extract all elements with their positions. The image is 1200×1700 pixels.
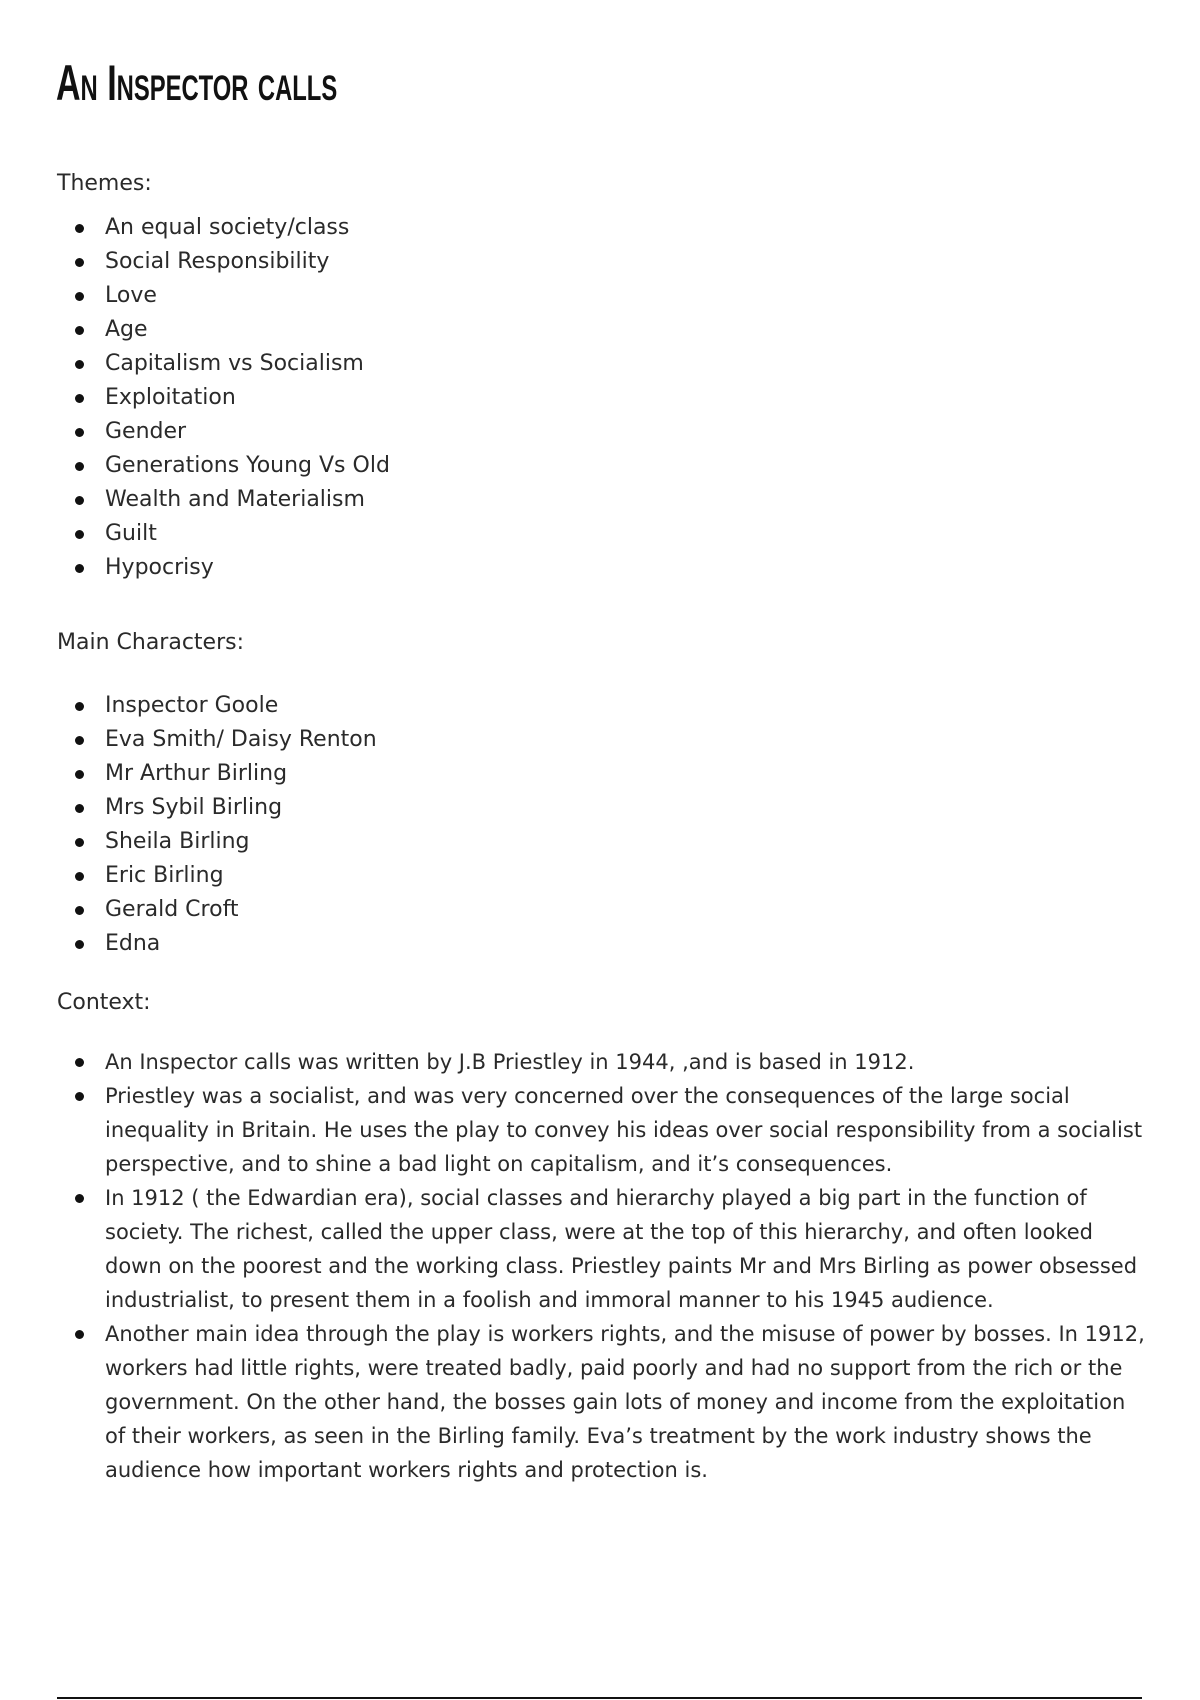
themes-heading: Themes: (57, 171, 152, 196)
bullet-icon (75, 360, 84, 369)
context-heading: Context: (57, 990, 151, 1015)
list-item (0, 449, 390, 483)
bullet-icon (75, 1194, 84, 1203)
bullet-icon (75, 564, 84, 573)
list-item-text: An equal society/class (105, 215, 350, 240)
list-item-text: Age (105, 317, 148, 342)
bullet-icon (75, 770, 84, 779)
list-item (0, 825, 377, 859)
bullet-icon (75, 804, 84, 813)
bullet-icon (75, 428, 84, 437)
bullet-icon (75, 940, 84, 949)
characters-list (0, 689, 377, 961)
characters-heading: Main Characters: (57, 630, 244, 655)
document-title: An Inspector calls (56, 55, 338, 111)
bullet-icon (75, 1092, 84, 1101)
list-item (0, 347, 390, 381)
bullet-icon (75, 292, 84, 301)
bullet-icon (75, 906, 84, 915)
list-item-text: Mrs Sybil Birling (105, 795, 283, 820)
bullet-icon (75, 326, 84, 335)
list-item (0, 211, 390, 245)
list-item (0, 927, 377, 961)
list-item-text: Social Responsibility (105, 249, 330, 274)
list-item-text: Another main idea through the play is workers rights, and the misuse of power by bosses. In 1912, workers had little rights, were treated badly, paid poorly and had no support from the rich or the government. On the other hand, the bosses gain lots of money and income from the exploitation of their workers, as seen in the Birling family. Eva’s treatment by the work industry shows the audience how important workers rights and protection is. (105, 1322, 1145, 1482)
bullet-icon (75, 1330, 84, 1339)
list-item-text: Mr Arthur Birling (105, 761, 288, 786)
bullet-icon (75, 872, 84, 881)
list-item-text: Hypocrisy (105, 555, 214, 580)
bullet-icon (75, 258, 84, 267)
list-item-text: Guilt (105, 521, 157, 546)
list-item (0, 551, 390, 585)
list-item (0, 245, 390, 279)
list-item (0, 1317, 1145, 1487)
bullet-icon (75, 530, 84, 539)
bullet-icon (75, 838, 84, 847)
context-list (0, 1045, 1145, 1487)
list-item-text: Priestley was a socialist, and was very concerned over the consequences of the large social inequality in Britain. He uses the play to convey his ideas over social responsibility from a socialist perspective, and to shine a bad light on capitalism, and it’s consequences. (105, 1084, 1143, 1176)
list-item (0, 723, 377, 757)
list-item (0, 517, 390, 551)
list-item (0, 483, 390, 517)
list-item (0, 415, 390, 449)
list-item-text: Exploitation (105, 385, 236, 410)
list-item (0, 1045, 1145, 1079)
list-item-text: Sheila Birling (105, 829, 250, 854)
bullet-icon (75, 1058, 84, 1067)
footer-divider (57, 1697, 1142, 1699)
list-item-text: In 1912 ( the Edwardian era), social classes and hierarchy played a big part in the function of society. The richest, called the upper class, were at the top of this hierarchy, and often looked down on the poorest and the working class. Priestley paints Mr and Mrs Birling as power obsessed industrialist, to present them in a foolish and immoral manner to his 1945 audience. (105, 1186, 1138, 1312)
bullet-icon (75, 462, 84, 471)
list-item-text: Eva Smith/ Daisy Renton (105, 727, 377, 752)
bullet-icon (75, 496, 84, 505)
bullet-icon (75, 394, 84, 403)
bullet-icon (75, 224, 84, 233)
list-item (0, 1079, 1145, 1181)
list-item-text: Generations Young Vs Old (105, 453, 390, 478)
list-item (0, 791, 377, 825)
list-item-text: An Inspector calls was written by J.B Priestley in 1944, ,and is based in 1912. (105, 1050, 915, 1074)
list-item-text: Gerald Croft (105, 897, 239, 922)
bullet-icon (75, 736, 84, 745)
list-item (0, 689, 377, 723)
list-item (0, 1181, 1145, 1317)
list-item (0, 381, 390, 415)
list-item (0, 893, 377, 927)
list-item (0, 279, 390, 313)
list-item-text: Gender (105, 419, 187, 444)
list-item (0, 757, 377, 791)
list-item (0, 859, 377, 893)
list-item-text: Inspector Goole (105, 693, 279, 718)
list-item-text: Love (105, 283, 157, 308)
list-item-text: Capitalism vs Socialism (105, 351, 364, 376)
list-item-text: Edna (105, 931, 161, 956)
list-item (0, 313, 390, 347)
bullet-icon (75, 702, 84, 711)
list-item-text: Wealth and Materialism (105, 487, 365, 512)
themes-list (0, 211, 390, 585)
list-item-text: Eric Birling (105, 863, 224, 888)
